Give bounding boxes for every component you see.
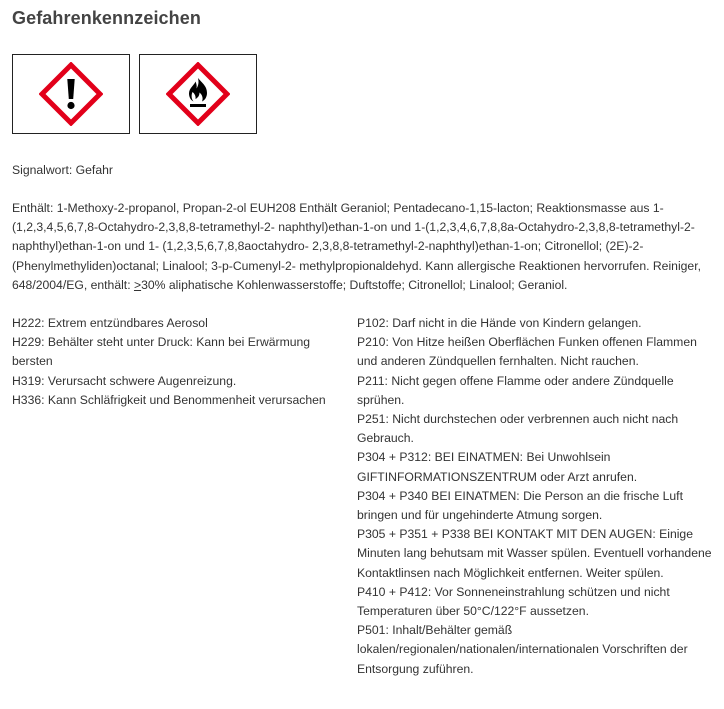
pictogram-row (12, 54, 257, 134)
ghs-flame-icon (166, 62, 230, 126)
pictogram-flame (139, 54, 257, 134)
h-statement: H319: Verursacht schwere Augenreizung. (12, 373, 237, 388)
p-statement: P410 + P412: Vor Sonneneinstrahlung schützen und nicht Temperaturen über 50°C/122°F aussetzen. (357, 584, 670, 619)
signal-word: Signalwort: Gefahr (12, 163, 113, 177)
h-statement: H229: Behälter steht unter Druck: Kann bei Erwärmung bersten (12, 335, 311, 369)
contains-underlined-symbol: > (133, 277, 142, 292)
contains-text-part: 30% aliphatische Kohlenwasserstoffe; Duftstoffe; Citronellol; Linalool; Geraniol. (141, 277, 568, 292)
p-statement: P304 + P312: BEI EINATMEN: Bei Unwohlsein GIFTINFORMATIONSZENTRUM oder Arzt anrufen. (357, 450, 638, 484)
h-statement: H336: Kann Schläfrigkeit und Benommenheit verursachen (12, 392, 326, 407)
ghs-exclamation-mark-icon (39, 62, 103, 126)
pictogram-exclamation (12, 54, 130, 134)
p-statement: P102: Darf nicht in die Hände von Kindern gelangen. (357, 316, 642, 330)
contains-text (12, 199, 712, 295)
p-statement: P501: Inhalt/Behälter gemäß lokalen/regionalen/nationalen/internationalen Vorschriften der Entsorgung zuführen. (357, 623, 688, 676)
p-statements-list (357, 314, 714, 679)
p-statement: P251: Nicht durchstechen oder verbrennen auch nicht nach Gebrauch. (357, 412, 679, 446)
contains-text-part: Enthält: 1-Methoxy-2-propanol, Propan-2-ol EUH208 Enthält Geraniol; Pentadecano-1,15-lacton; Reaktionsmasse aus 1-(1,2,3,4,5,6,7,8-Octahydro-2,3,8,8-tetramethyl-2- naphthyl)ethan-1-on und 1-(1,2,3,4,6,7,8,8a-Octahydro-2,3,8,8-tetramethyl-2-naphthyl)ethan-1-on und 1- (1,2,3,5,6,7,8,8aoctahydro- 2,3,8,8-tetramethyl-2-naphthyl)ethan-1-on; Citronellol; (2E)-2-(Phenylmethyliden)octanal; Linalool; 3-p-Cumenyl-2- methylpropionaldehyd. Kann allergische Reaktionen hervorrufen. Reiniger, 648/2004/EG, enthält: (12, 201, 701, 292)
p-statement: P304 + P340 BEI EINATMEN: Die Person an die frische Luft bringen und für ungehinderte Atmung sorgen. (357, 488, 683, 523)
p-statement: P210: Von Hitze heißen Oberflächen Funken offenen Flammen und anderen Zündquellen fernhalten. Nicht rauchen. (357, 335, 697, 369)
section-title: Gefahrenkennzeichen (12, 8, 201, 28)
h-statements-list (12, 314, 342, 410)
h-statement: H222: Extrem entzündbares Aerosol (12, 316, 208, 330)
p-statement: P305 + P351 + P338 BEI KONTAKT MIT DEN AUGEN: Einige Minuten lang behutsam mit Wasser spülen. Eventuell vorhandene Kontaktlinsen nach Möglichkeit entfernen. Weiter spülen. (357, 527, 712, 580)
p-statement: P211: Nicht gegen offene Flamme oder andere Zündquelle sprühen. (357, 373, 674, 407)
